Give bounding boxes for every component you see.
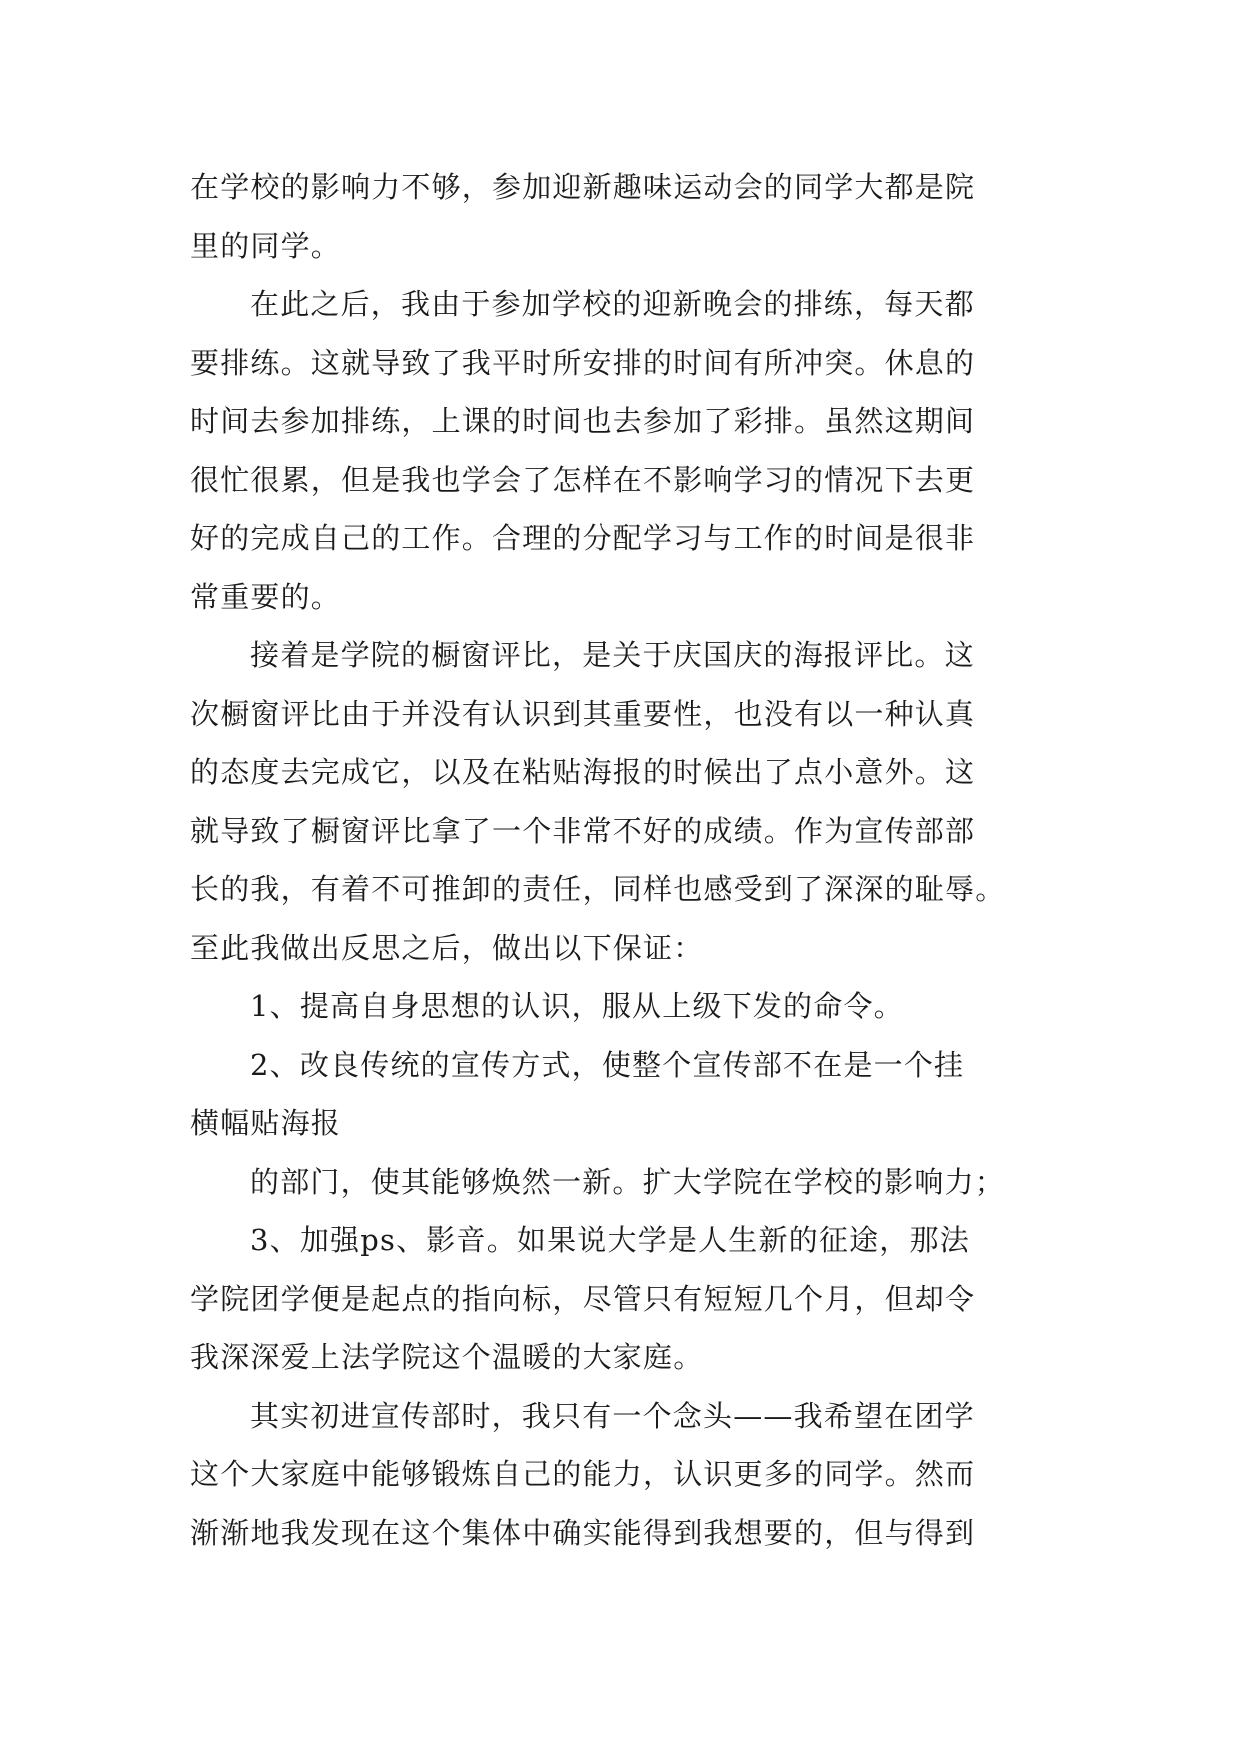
- text-line: 里的同学。: [190, 228, 342, 263]
- text-line: 其实初进宣传部时，我只有一个念头——我希望在团学: [250, 1398, 975, 1433]
- text-line: 我深深爱上法学院这个温暖的大家庭。: [190, 1340, 704, 1374]
- text-line: 好的完成自己的工作。合理的分配学习与工作的时间是很非: [190, 521, 976, 555]
- text-line: 这个大家庭中能够锻炼自己的能力，认识更多的同学。然而: [190, 1457, 976, 1491]
- text-line: 横幅贴海报: [190, 1106, 342, 1140]
- text-line: 的部门，使其能够焕然一新。扩大学院在学校的影响力；: [250, 1164, 1006, 1199]
- text-line: 时间去参加排练，上课的时间也去参加了彩排。虽然这期间: [190, 404, 976, 438]
- text-line: 至此我做出反思之后，做出以下保证：: [190, 930, 704, 965]
- list-item-3: 3、加强ps、影音。如果说大学是人生新的征途，那法: [250, 1223, 970, 1257]
- text-line: 要排练。这就导致了我平时所安排的时间有所冲突。休息的: [190, 345, 976, 380]
- list-item-1: 1、提高自身思想的认识，服从上级下发的命令。: [250, 989, 904, 1023]
- list-item-2: 2、改良传统的宣传方式，使整个宣传部不在是一个挂: [250, 1047, 965, 1082]
- text-line: 长的我，有着不可推卸的责任，同样也感受到了深深的耻辱。: [190, 872, 1006, 906]
- text-line: 很忙很累，但是我也学会了怎样在不影响学习的情况下去更: [190, 462, 976, 497]
- text-line: 渐渐地我发现在这个集体中确实能得到我想要的，但与得到: [190, 1515, 976, 1550]
- text-line: 常重要的。: [190, 579, 342, 614]
- text-line: 的态度去完成它，以及在粘贴海报的时候出了点小意外。这: [190, 755, 976, 789]
- text-line: 接着是学院的橱窗评比，是关于庆国庆的海报评比。这: [250, 638, 975, 672]
- document-body: [190, 158, 1050, 1562]
- text-line: 在学校的影响力不够，参加迎新趣味运动会的同学大都是院: [190, 170, 976, 204]
- text-line: 学院团学便是起点的指向标，尽管只有短短几个月，但却令: [190, 1281, 976, 1316]
- text-line: 次橱窗评比由于并没有认识到其重要性，也没有以一种认真: [190, 696, 976, 731]
- text-line: 在此之后，我由于参加学校的迎新晚会的排练，每天都: [250, 287, 975, 321]
- text-line: 就导致了橱窗评比拿了一个非常不好的成绩。作为宣传部部: [190, 813, 976, 848]
